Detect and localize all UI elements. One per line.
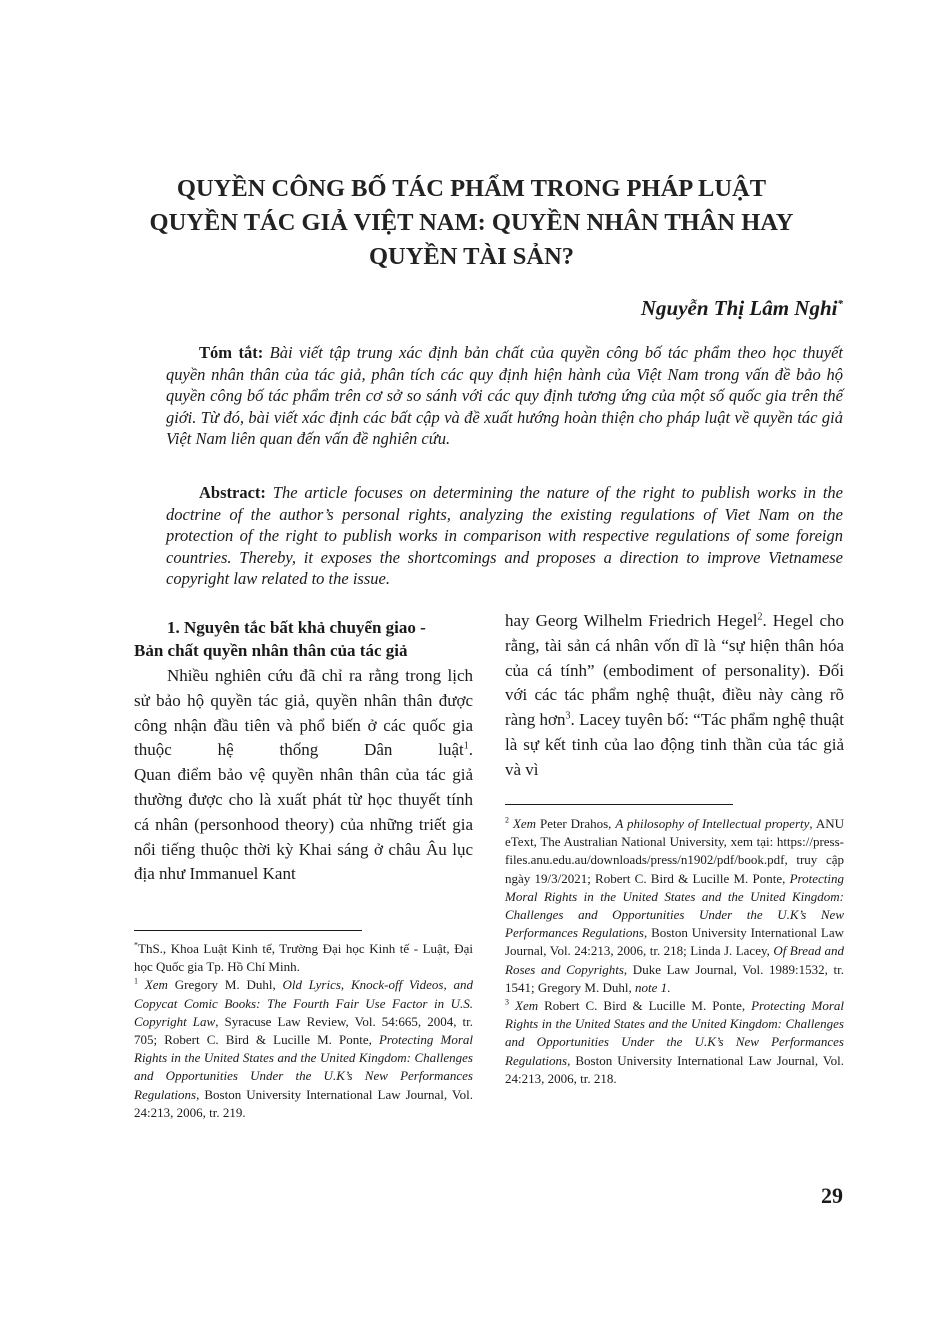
footnote-3-c: , Boston University International Law Journal, Vol. 24:213, 2006, tr. 218.: [505, 1052, 844, 1086]
left-p1-text: Nhiều nghiên cứu đã chỉ ra rằng trong lịch sử bảo hộ quyền tác giả, quyền nhân thân được công nhận đầu tiên và phổ biến ở các quốc gia thuộc hệ thống Dân luật: [134, 666, 473, 760]
footnote-3-mark: 3: [505, 997, 509, 1007]
footnote-2-e: , Boston University International Law Journal, Vol. 24:213, 2006, tr. 218; Linda J. Lacey,: [505, 925, 844, 959]
footnote-2: [505, 815, 844, 997]
footnote-ref-2[interactable]: 2: [757, 611, 763, 623]
footnote-2-b: A philosophy of Intellectual property: [615, 816, 810, 831]
footnote-3: [505, 997, 844, 1088]
page-number: 29: [821, 1183, 843, 1208]
footnote-1-mark: 1: [134, 977, 138, 987]
footnote-2-mark: 2: [505, 815, 509, 825]
footnote-3-a: Robert C. Bird & Lucille M. Ponte,: [538, 998, 752, 1014]
footnote-1: [134, 976, 473, 1122]
abstract-en-text: The article focuses on determining the nature of the right to publish works in the doctrine of the author’s personal rights, analyzing the existing regulations of Viet Nam on the protection of the right to publish works in comparison with respective regulations of some foreign countries. Thereby, it exposes the shortcomings and proposes a direction to improve Vietnamese copyright law related to the issue.: [166, 483, 844, 588]
right-text-b: . Hegel cho rằng, tài sản cá nhân vốn dĩ là “sự hiện thân hóa của cá tính” (embodiment of personality). Đối với các tác phẩm nghệ thuật, điều này càng rõ ràng hơn: [505, 611, 845, 730]
footnote-1-d: Protecting Moral Rights in the United States and the United Kingdom: Challenges and Opportunities Under the U.K’s New Performances Regulations: [134, 1032, 473, 1102]
abstract-english: [166, 482, 843, 590]
abstract-en-label: Abstract:: [199, 483, 266, 502]
footnote-star-text: ThS., Khoa Luật Kinh tế, Trường Đại học Kinh tế - Luật, Đại học Quốc gia Tp. Hồ Chí Minh.: [134, 941, 473, 975]
footnote-ref-3[interactable]: 3: [565, 710, 571, 722]
footnote-star: [134, 940, 473, 976]
left-p1-end: .: [468, 740, 473, 760]
footnote-1-c: , Syracuse Law Review, Vol. 54:665, 2004, tr. 705; Robert C. Bird & Lucille M. Ponte,: [134, 1013, 474, 1048]
author-text: Nguyễn Thị Lâm Nghi: [640, 296, 838, 320]
footnote-1-a: Gregory M. Duhl,: [167, 977, 283, 993]
footnote-separator-right: [505, 804, 733, 805]
footnote-2-d: Protecting Moral Rights in the United States and the United Kingdom: Challenges and Opportunities Under the U.K’s New Performances Regulations: [505, 870, 844, 941]
left-column-body: [134, 664, 473, 887]
footnote-3-b: Protecting Moral Rights in the United States and the United Kingdom: Challenges and Opportunities Under the U.K’s New Performances Regulations: [505, 998, 844, 1068]
footnote-1-e: , Boston University International Law Journal, Vol. 24:213, 2006, tr. 219.: [134, 1086, 473, 1120]
footnotes-left: [134, 940, 473, 1122]
footnote-2-xem: Xem: [512, 816, 537, 831]
footnote-1-xem: Xem: [144, 977, 168, 993]
abstract-vi-text: Bài viết tập trung xác định bản chất của quyền công bố tác phẩm theo học thuyết quyền nhân thân của tác giả, phân tích các quy định hiện hành của Việt Nam trong vấn đề bảo hộ quyền công bố tác phẩm trên cơ sở so sánh với các quy định tương ứng của một số quốc gia trên thế giới. Từ đó, bài viết xác định các bất cập và đề xuất hướng hoàn thiện cho pháp luật về quyền tác giả Việt Nam liên quan đến vấn đề nghiên cứu.: [166, 343, 843, 448]
footnote-2-i: .: [667, 979, 671, 995]
footnote-ref-1[interactable]: 1: [463, 740, 469, 752]
right-column-body: [505, 609, 844, 783]
footnote-separator-left: [134, 930, 362, 931]
author-footnote-mark: *: [837, 298, 843, 310]
right-text-c: . Lacey tuyên bố: “Tác phẩm nghệ thuật là sự kết tinh của lao động tinh thần của tác giả và vì: [505, 710, 845, 779]
footnotes-right: [505, 815, 844, 1088]
footnote-star-mark: *: [134, 940, 138, 950]
left-paragraph-2: Quan điểm bảo vệ quyền nhân thân của tác giả thường được cho là xuất phát từ học thuyết tính cá nhân (personhood theory) của những triết gia nổi tiếng thuộc thời kỳ Khai sáng ở châu Âu lục địa như Immanuel Kant: [134, 765, 473, 884]
right-text-a: hay Georg Wilhelm Friedrich Hegel: [505, 611, 758, 630]
author-name: [641, 296, 843, 321]
title-line-2: QUYỀN TÁC GIẢ VIỆT NAM: QUYỀN NHÂN THÂN HAY: [149, 209, 794, 236]
title-line-1: QUYỀN CÔNG BỐ TÁC PHẨM TRONG PHÁP LUẬT: [176, 175, 767, 202]
section-heading: [134, 616, 473, 662]
right-paragraph: [505, 609, 844, 783]
footnote-2-h: note 1: [635, 979, 668, 995]
footnote-1-b: Old Lyrics, Knock-off Videos, and Copycat Comic Books: The Fourth Fair Use Factor in U.S. Copyright Law: [134, 977, 473, 1029]
footnote-2-c: , ANU eText, The Australian National University, xem tại: https://press-files.anu.edu.au/downloads/press/n1902/pdf/book.pdf, truy cập ngày 19/3/2021; Robert C. Bird & Lucille M. Ponte,: [505, 816, 845, 886]
section-heading-line-2: Bản chất quyền nhân thân của tác giả: [134, 641, 408, 660]
left-paragraph-1: [134, 664, 473, 763]
footnote-2-a: Peter Drahos,: [536, 816, 616, 831]
footnote-3-xem: Xem: [515, 998, 539, 1014]
article-title: [100, 172, 843, 274]
footnote-2-g: , Duke Law Journal, Vol. 1989:1532, tr. 1541; Gregory M. Duhl,: [505, 961, 844, 995]
section-heading-line-1: 1. Nguyên tắc bất khả chuyển giao -: [167, 618, 426, 637]
abstract-vi-label: Tóm tắt:: [199, 343, 264, 362]
footnote-2-f: Of Bread and Roses and Copyrights: [505, 943, 844, 977]
abstract-vietnamese: [166, 342, 843, 450]
title-line-3: QUYỀN TÀI SẢN?: [368, 243, 575, 270]
